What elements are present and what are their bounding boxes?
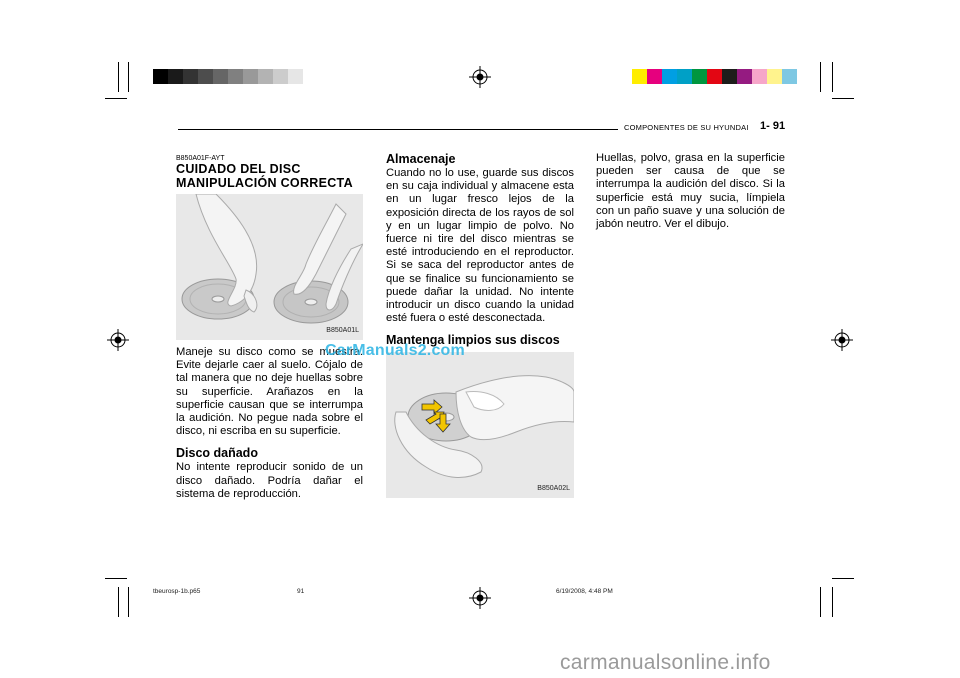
swatch xyxy=(782,69,797,84)
swatch xyxy=(752,69,767,84)
storage-title: Almacenaje xyxy=(386,152,456,166)
swatch xyxy=(737,69,752,84)
header-rule xyxy=(178,129,618,130)
swatch xyxy=(213,69,228,84)
column-2 xyxy=(386,152,574,498)
clean-discs-title: Mantenga limpios sus discos xyxy=(386,333,560,348)
column-3 xyxy=(596,152,785,231)
swatch xyxy=(722,69,737,84)
section-title-line1: CUIDADO DEL DISC xyxy=(176,162,301,176)
swatch xyxy=(707,69,722,84)
swatch xyxy=(258,69,273,84)
swatch xyxy=(692,69,707,84)
hands-holding-disc-illustration xyxy=(176,194,363,340)
footer-filename: tbeurosp-1b.p65 xyxy=(153,588,201,595)
cleaning-text: Huellas, polvo, grasa en la superficie pueden ser causa de que se interrumpa la audición del disco. Si la superficie está muy sucia, límpiela con un paño suave y una solución de jabón neutro. Ver el dibujo. xyxy=(596,152,785,231)
storage-text: Cuando no lo use, guarde sus discos en su caja individual y almacene esta en un lugar fresco lejos de la exposición directa de los rayos de sol y en un lugar limpio de polvo. No fuerce ni tire del disco mientras se esté introduciendo en el reproductor. Si se saca del reproductor antes de que se finalice su funcionamiento se puede dañar la unidad. No intente introducir un disco cuando la unidad esté fuera o esté desconectada. xyxy=(386,167,574,325)
damaged-disc-title: Disco dañado xyxy=(176,446,258,461)
swatch xyxy=(183,69,198,84)
column-1 xyxy=(176,154,363,501)
swatch xyxy=(243,69,258,84)
handling-paragraph: Maneje su disco como se muestra. Evite dejarle caer al suelo. Cójalo de tal manera que no deje huellas sobre su superficie. Arañazos en la superficie causan que se interrumpa la audición. No pegue nada sobre el disco, ni escriba en su superficie. xyxy=(176,346,363,438)
registration-target-icon xyxy=(831,329,853,351)
swatch xyxy=(303,69,318,84)
color-calibration-bar xyxy=(632,69,812,84)
disc-handling-figure xyxy=(176,194,363,340)
registration-target-icon xyxy=(469,587,491,609)
swatch xyxy=(273,69,288,84)
gray-calibration-bar xyxy=(153,69,318,84)
figure-label: B850A02L xyxy=(537,485,570,493)
running-header: COMPONENTES DE SU HYUNDAI xyxy=(624,123,749,132)
registration-target-icon xyxy=(107,329,129,351)
figure-label: B850A01L xyxy=(326,326,359,334)
swatch xyxy=(797,69,812,84)
swatch xyxy=(153,69,168,84)
page-number: 1- 91 xyxy=(760,120,786,132)
section-code: B850A01F-AYT xyxy=(176,155,225,162)
swatch xyxy=(168,69,183,84)
disc-cleaning-figure xyxy=(386,352,574,498)
swatch xyxy=(647,69,662,84)
swatch xyxy=(198,69,213,84)
footer-watermark: carmanualsonline.info xyxy=(560,651,771,674)
site-watermark: CarManuals2.com xyxy=(325,342,465,359)
swatch xyxy=(632,69,647,84)
registration-target-icon xyxy=(469,66,491,88)
swatch xyxy=(288,69,303,84)
cleaning-disc-illustration xyxy=(386,352,574,498)
swatch xyxy=(677,69,692,84)
section-title-line2: MANIPULACIÓN CORRECTA xyxy=(176,175,353,190)
damaged-disc-text: No intente reproducir sonido de un disco dañado. Podría dañar el sistema de reproducción. xyxy=(176,461,363,500)
swatch xyxy=(662,69,677,84)
footer-date: 6/19/2008, 4:48 PM xyxy=(556,588,613,595)
swatch xyxy=(767,69,782,84)
footer-page: 91 xyxy=(297,588,305,595)
swatch xyxy=(228,69,243,84)
